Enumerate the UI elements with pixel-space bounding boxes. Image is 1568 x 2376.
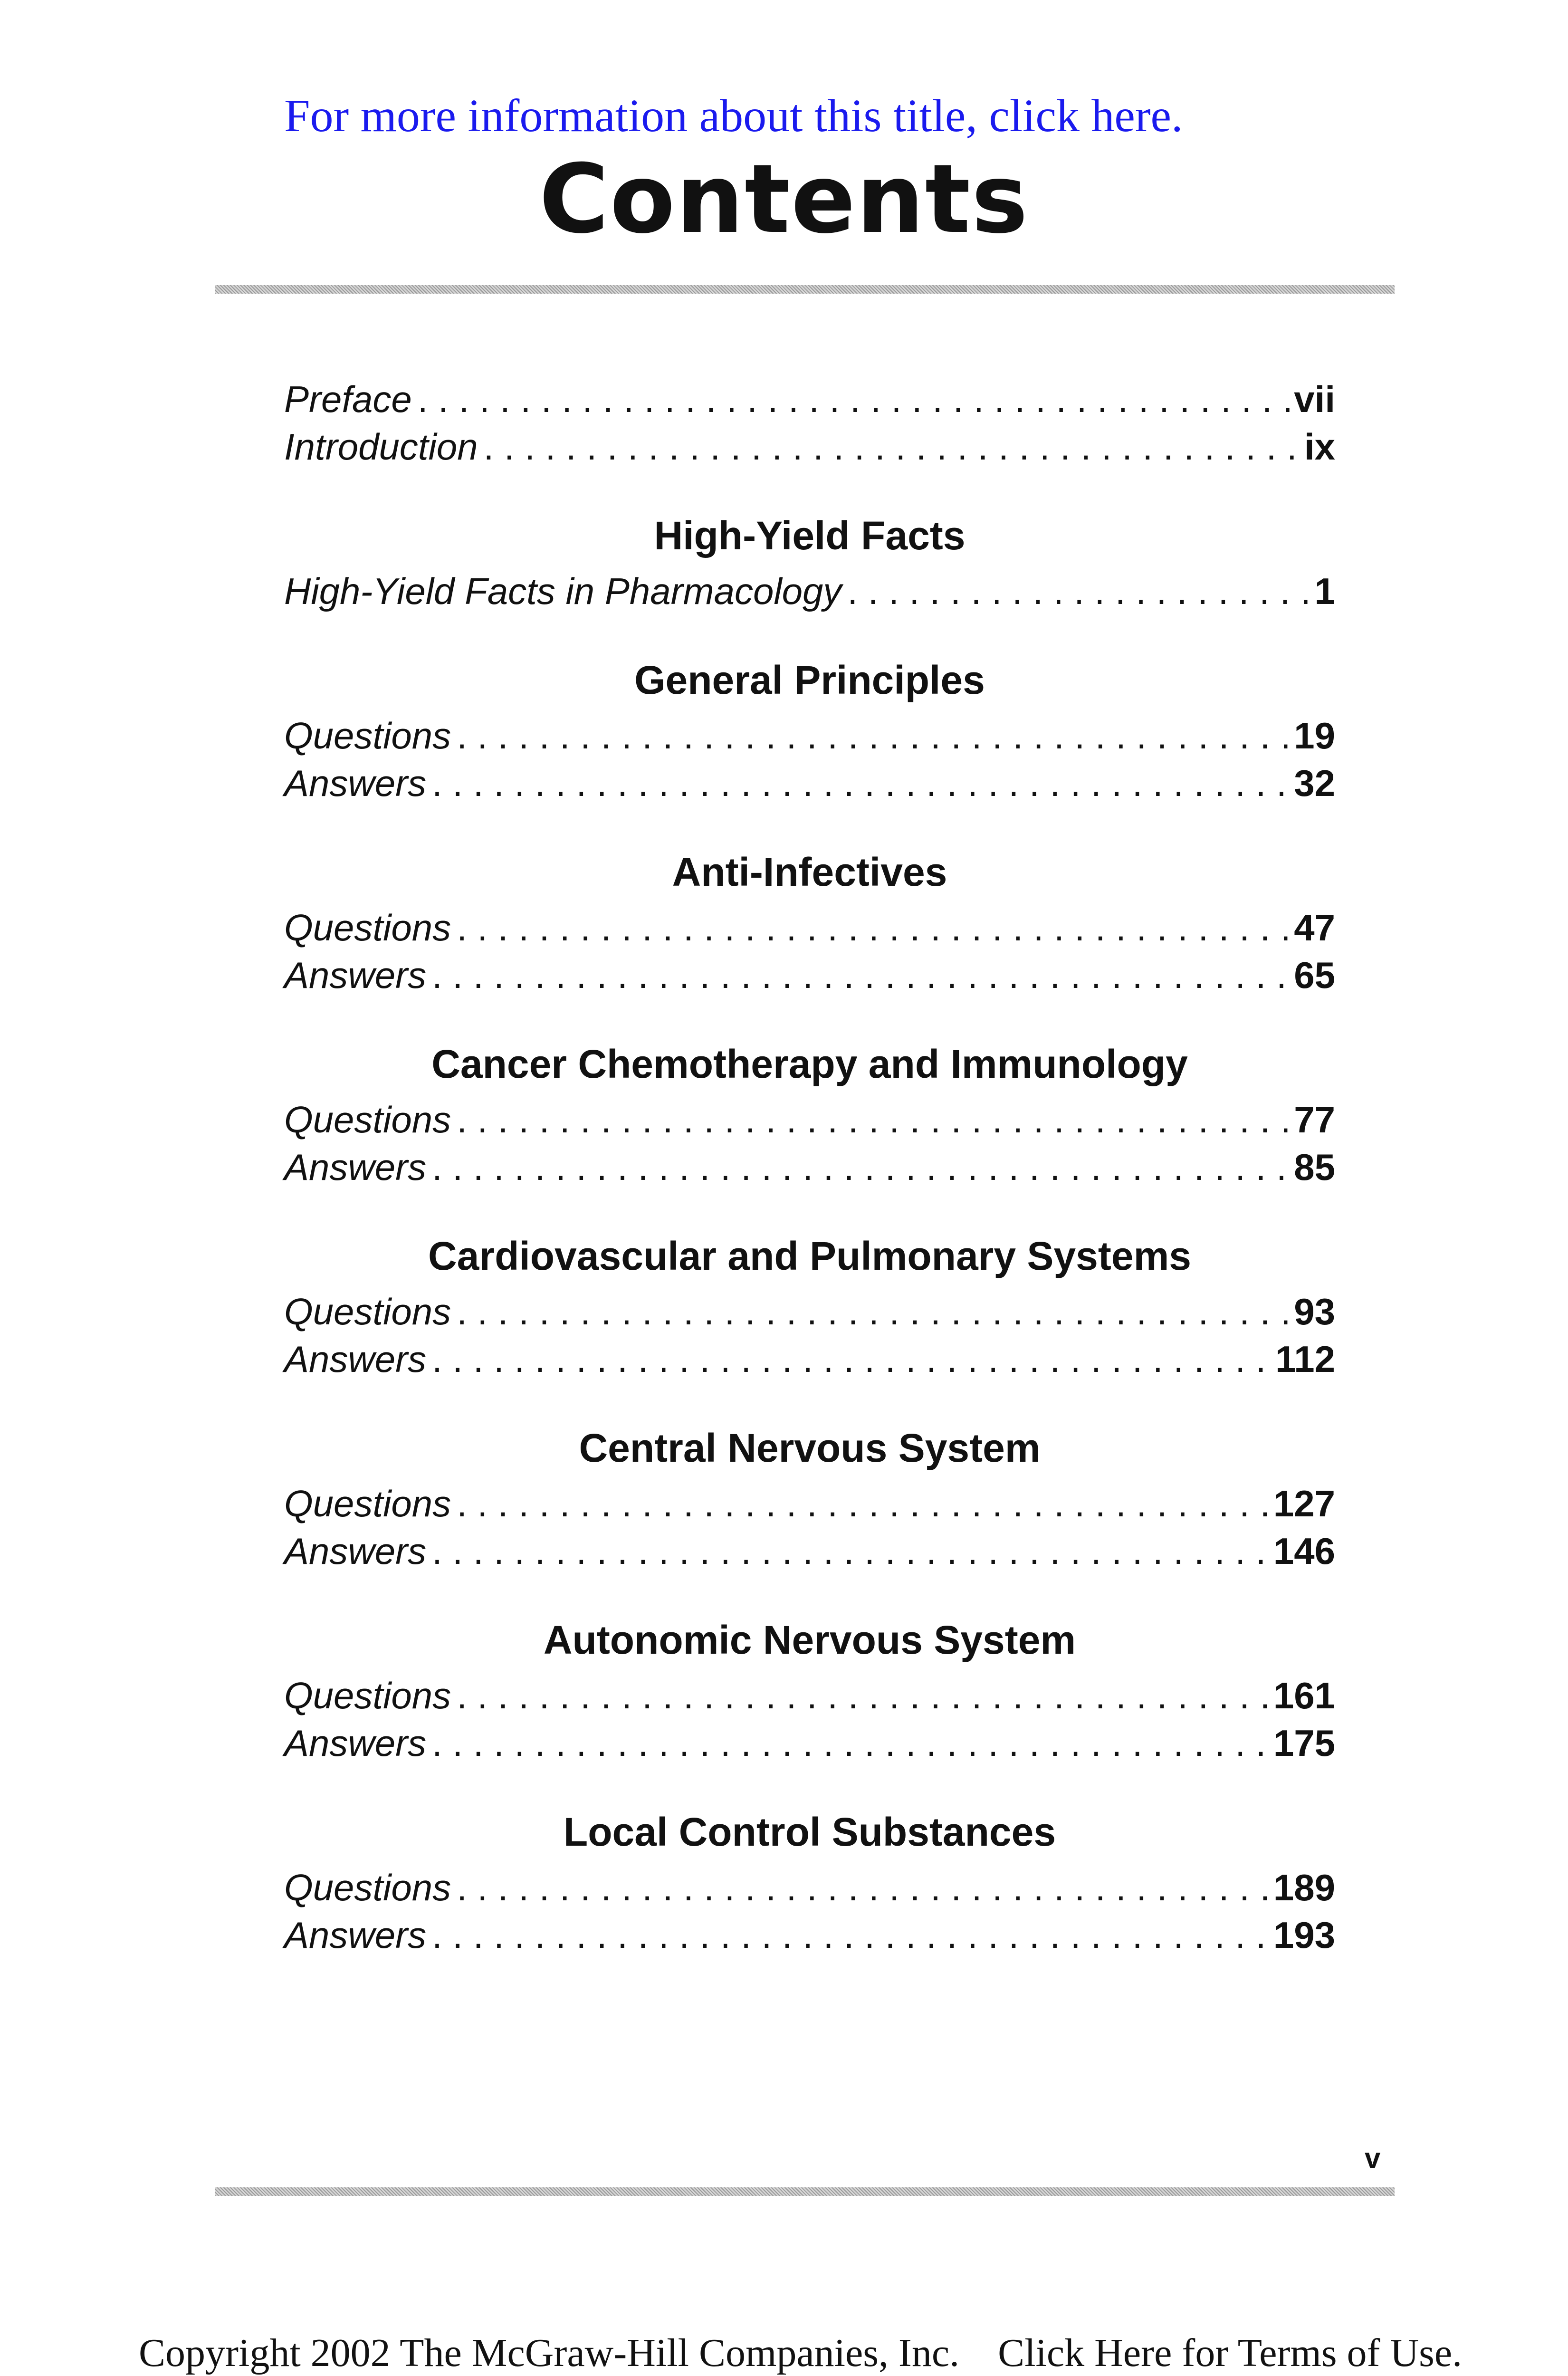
toc-entry-page: 85 xyxy=(1294,1146,1335,1188)
page-number: v xyxy=(1365,2142,1381,2174)
dot-leader xyxy=(426,1911,1273,1959)
terms-of-use-link[interactable]: Click Here for Terms of Use. xyxy=(998,2331,1463,2375)
section-heading: High-Yield Facts xyxy=(654,513,966,558)
copyright-text: Copyright 2002 The McGraw-Hill Companies, Inc. xyxy=(139,2331,960,2375)
toc-entry[interactable] xyxy=(284,1719,1335,1767)
toc-entry-page: vii xyxy=(1294,378,1335,420)
toc-entry-preface[interactable] xyxy=(284,375,1335,423)
toc-entry-label: Answers xyxy=(284,1530,427,1572)
dot-leader xyxy=(426,1335,1275,1383)
toc-entry-label: Preface xyxy=(284,378,412,420)
toc-entry-label: Questions xyxy=(284,1675,451,1716)
page-title: Contents xyxy=(539,144,1029,255)
toc-entry-introduction[interactable] xyxy=(284,423,1335,470)
toc-entry[interactable] xyxy=(284,1288,1335,1335)
top-divider xyxy=(215,285,1395,294)
table-of-contents xyxy=(284,375,1335,1959)
toc-entry-page: 1 xyxy=(1314,570,1335,612)
dot-leader xyxy=(451,1288,1294,1335)
dot-leader xyxy=(426,951,1294,999)
toc-entry[interactable] xyxy=(284,1864,1335,1911)
toc-entry-label: Answers xyxy=(284,1146,427,1188)
toc-entry-page: 65 xyxy=(1294,954,1335,996)
dot-leader xyxy=(426,1527,1273,1575)
section-heading: General Principles xyxy=(634,658,985,702)
section-heading: Cardiovascular and Pulmonary Systems xyxy=(428,1234,1191,1278)
toc-entry[interactable] xyxy=(284,951,1335,999)
toc-entry[interactable] xyxy=(284,1143,1335,1191)
toc-entry[interactable] xyxy=(284,1911,1335,1959)
dot-leader xyxy=(451,1096,1294,1143)
dot-leader xyxy=(412,375,1294,423)
section-heading: Autonomic Nervous System xyxy=(543,1618,1076,1662)
more-info-link[interactable]: For more information about this title, click here. xyxy=(284,90,1183,142)
toc-entry-label: Answers xyxy=(284,762,427,804)
toc-entry[interactable] xyxy=(284,759,1335,807)
toc-entry[interactable] xyxy=(284,1480,1335,1527)
toc-entry-label: Questions xyxy=(284,1291,451,1332)
dot-leader xyxy=(426,759,1294,807)
toc-entry-label: Questions xyxy=(284,907,451,948)
dot-leader xyxy=(451,1864,1273,1911)
section-heading: Central Nervous System xyxy=(579,1426,1041,1470)
dot-leader xyxy=(841,567,1314,615)
footer xyxy=(139,2333,1462,2373)
toc-entry-page: 146 xyxy=(1273,1530,1335,1572)
toc-entry[interactable] xyxy=(284,1335,1335,1383)
toc-entry-label: Questions xyxy=(284,1867,451,1908)
toc-entry-label: Answers xyxy=(284,1338,427,1380)
toc-entry[interactable] xyxy=(284,712,1335,759)
toc-entry-label: Questions xyxy=(284,1099,451,1140)
toc-entry-label: Questions xyxy=(284,715,451,757)
toc-entry[interactable] xyxy=(284,1096,1335,1143)
toc-entry[interactable] xyxy=(284,904,1335,951)
toc-entry-page: 77 xyxy=(1294,1099,1335,1140)
dot-leader xyxy=(426,1143,1294,1191)
toc-entry[interactable] xyxy=(284,567,1335,615)
dot-leader xyxy=(451,904,1294,951)
dot-leader xyxy=(426,1719,1273,1767)
toc-entry-page: 161 xyxy=(1273,1675,1335,1716)
toc-entry-label: Answers xyxy=(284,1722,427,1764)
toc-entry-page: 189 xyxy=(1273,1867,1335,1908)
section-heading: Cancer Chemotherapy and Immunology xyxy=(431,1042,1188,1086)
toc-entry-page: 32 xyxy=(1294,762,1335,804)
dot-leader xyxy=(451,712,1294,759)
toc-entry-page: 193 xyxy=(1273,1914,1335,1956)
toc-entry-label: Introduction xyxy=(284,426,478,468)
toc-entry-page: 19 xyxy=(1294,715,1335,757)
toc-entry-page: 127 xyxy=(1273,1483,1335,1524)
toc-entry-page: 175 xyxy=(1273,1722,1335,1764)
toc-entry-page: ix xyxy=(1304,426,1335,468)
toc-entry[interactable] xyxy=(284,1527,1335,1575)
toc-entry-label: Answers xyxy=(284,1914,427,1956)
toc-entry-page: 47 xyxy=(1294,907,1335,948)
toc-entry-page: 93 xyxy=(1294,1291,1335,1332)
toc-entry-page: 112 xyxy=(1275,1338,1335,1380)
toc-entry-label: High-Yield Facts in Pharmacology xyxy=(284,570,842,612)
toc-entry[interactable] xyxy=(284,1672,1335,1719)
toc-entry-label: Questions xyxy=(284,1483,451,1524)
section-heading: Anti-Infectives xyxy=(672,850,947,894)
toc-entry-label: Answers xyxy=(284,954,427,996)
dot-leader xyxy=(478,423,1304,470)
dot-leader xyxy=(451,1672,1273,1719)
dot-leader xyxy=(451,1480,1273,1527)
section-heading: Local Control Substances xyxy=(563,1810,1056,1854)
bottom-divider xyxy=(215,2187,1395,2196)
